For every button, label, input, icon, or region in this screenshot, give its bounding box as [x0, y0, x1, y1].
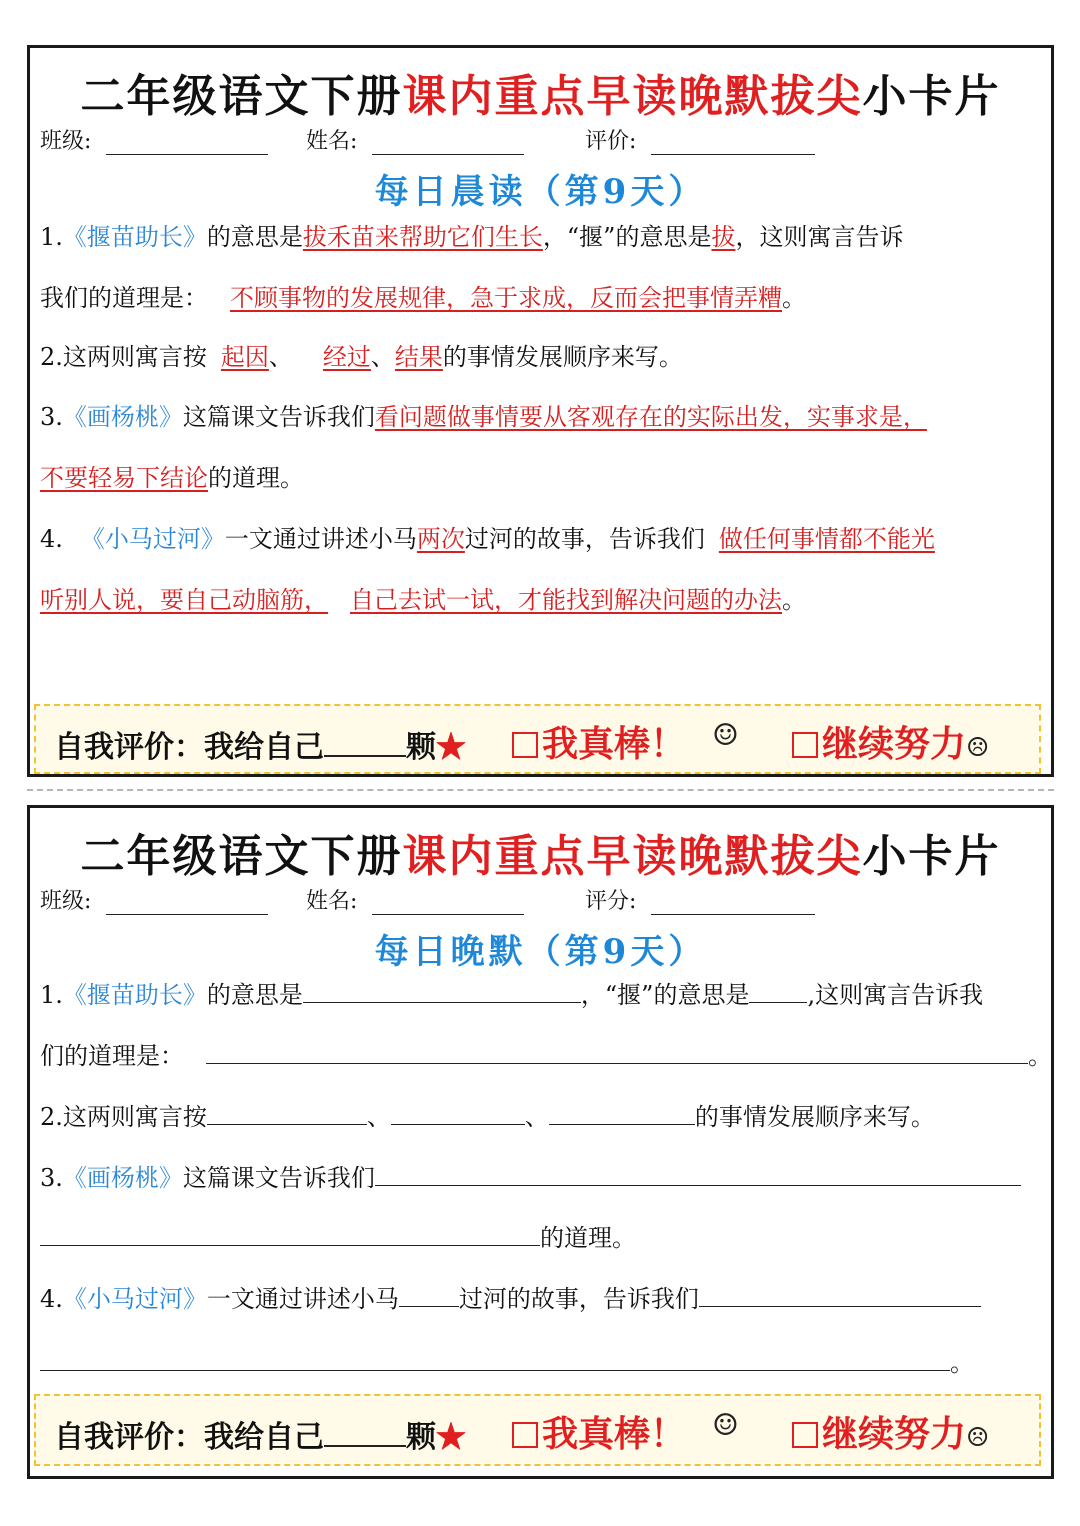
q2-text-2: 的事情发展顺序来写。 [442, 343, 683, 371]
checkbox-great[interactable] [512, 1422, 538, 1448]
score-label: 评分: [585, 889, 637, 914]
student-info-row [40, 120, 1041, 160]
q4-blank-2[interactable] [699, 1282, 981, 1307]
q1-title: 《揠苗助长》 [62, 981, 207, 1009]
question-1-line-2 [40, 281, 806, 315]
option-keep-trying-label: 继续努力 [822, 1413, 967, 1455]
q3-number: 3. [40, 403, 63, 431]
question-3-line-1 [40, 1161, 1021, 1195]
q4-end: 。 [782, 586, 806, 614]
q3-answer-2: 不要轻易下结论 [40, 464, 208, 492]
question-3-line-2 [40, 1221, 636, 1255]
q1-text-4: 们的道理是： [40, 1042, 184, 1070]
morning-reading-card [27, 45, 1054, 777]
q1-text-2: ，“揠”的意思是 [580, 981, 750, 1009]
q4-answer-1: 两次 [416, 525, 465, 553]
question-3-line-2 [40, 461, 304, 495]
smile-icon: ☺ [712, 718, 739, 753]
q2-answer-2: 经过 [322, 343, 371, 371]
q1-answer-2: 拔 [711, 223, 736, 251]
q2-blank-2[interactable] [391, 1100, 525, 1125]
score-field[interactable] [651, 128, 815, 155]
q1-text-3: ，这则寓言告诉 [735, 223, 904, 251]
q4-text-1: 一文通过讲述小马 [206, 1285, 399, 1313]
question-4-line-2 [40, 583, 806, 617]
name-field[interactable] [372, 128, 524, 155]
q1-blank-3[interactable] [206, 1039, 1028, 1064]
option-keep-trying[interactable] [792, 1406, 989, 1457]
q3-number: 3. [40, 1164, 63, 1192]
q3-text-2: 的道理。 [208, 464, 304, 492]
q3-text-1: 这篇课文告诉我们 [182, 403, 375, 431]
q4-text-1: 一文通过讲述小马 [224, 525, 417, 553]
title-part-red: 课内重点早读晚默拔尖 [402, 831, 863, 882]
checkbox-great[interactable] [512, 732, 538, 758]
q1-text-2: ，“揠”的意思是 [542, 223, 712, 251]
q1-blank-1[interactable] [303, 978, 581, 1003]
class-label: 班级: [40, 129, 92, 154]
q2-sep-2: 、 [370, 343, 395, 371]
q1-answer-1: 拔禾苗来帮助它们生长 [302, 223, 543, 251]
option-keep-trying[interactable] [792, 716, 989, 767]
q4-number: 4. [40, 1285, 63, 1313]
smile-icon: ☺ [712, 1408, 739, 1443]
name-label: 姓名: [306, 129, 358, 154]
q1-end: 。 [782, 284, 806, 312]
name-field[interactable] [372, 888, 524, 915]
class-field[interactable] [106, 128, 268, 155]
q1-text-1: 的意思是 [206, 981, 303, 1009]
q4-end: 。 [950, 1349, 974, 1377]
q3-text-1: 这篇课文告诉我们 [182, 1164, 375, 1192]
star-count-field[interactable] [324, 1417, 406, 1447]
title-part-red: 课内重点早读晚默拔尖 [402, 71, 863, 122]
q1-answer-3: 不顾事物的发展规律，急于求成，反而会把事情弄糟 [230, 284, 782, 312]
question-1-line-1 [40, 978, 983, 1012]
q2-text-1: 2.这两则寓言按 [40, 343, 207, 371]
title-part-1: 二年级语文下册 [80, 831, 403, 882]
q1-text-1: 的意思是 [206, 223, 303, 251]
eval-label: 自我评价：我给自己 [54, 730, 324, 765]
score-label: 评价: [585, 129, 637, 154]
q4-text-2: 过河的故事，告诉我们 [464, 525, 705, 553]
question-4-line-1 [40, 1282, 981, 1316]
q2-text-1: 2.这两则寓言按 [40, 1103, 207, 1131]
q4-answer-3: 听别人说，要自己动脑筋， [40, 586, 328, 614]
score-field[interactable] [651, 888, 815, 915]
card-title [30, 60, 1051, 124]
question-4-line-1 [40, 522, 935, 556]
star-icon: ★ [436, 1420, 466, 1455]
q2-blank-3[interactable] [549, 1100, 695, 1125]
q2-sep-1: 、 [366, 1103, 391, 1131]
card-subtitle: 每日晨读（第9天） [374, 172, 707, 212]
checkbox-keep-trying[interactable] [792, 732, 818, 758]
title-part-2: 小卡片 [862, 831, 1001, 882]
q4-title: 《小马过河》 [62, 1285, 207, 1313]
eval-unit: 颗 [406, 730, 436, 765]
question-2 [40, 340, 683, 374]
q1-end: 。 [1028, 1042, 1052, 1070]
title-part-2: 小卡片 [862, 71, 1001, 122]
eval-label: 自我评价：我给自己 [54, 1420, 324, 1455]
class-label: 班级: [40, 889, 92, 914]
frown-icon: ☹ [966, 1423, 990, 1453]
q1-number: 1. [40, 981, 63, 1009]
question-4-line-2 [40, 1346, 974, 1380]
q4-text-2: 过河的故事，告诉我们 [458, 1285, 699, 1313]
eval-unit: 颗 [406, 1420, 436, 1455]
self-evaluation-box [34, 1394, 1041, 1466]
q2-sep-2: 、 [524, 1103, 549, 1131]
q4-title: 《小马过河》 [80, 525, 225, 553]
star-icon: ★ [436, 730, 466, 765]
q1-number: 1. [40, 223, 63, 251]
option-great-label: 我真棒！ [542, 723, 687, 765]
star-count-field[interactable] [324, 727, 406, 757]
self-evaluation-box [34, 704, 1041, 774]
question-3-line-1 [40, 400, 927, 434]
q4-number: 4. [40, 525, 63, 553]
q3-answer-1: 看问题做事情要从客观存在的实际出发，实事求是， [374, 403, 927, 431]
q2-sep-1: 、 [268, 343, 293, 371]
option-great-label: 我真棒！ [542, 1413, 687, 1455]
q3-title: 《画杨桃》 [62, 1164, 183, 1192]
q3-text-2: 的道理。 [540, 1224, 636, 1252]
q1-title: 《揠苗助长》 [62, 223, 207, 251]
card-subtitle: 每日晚默（第9天） [374, 932, 707, 972]
q4-answer-4: 自己去试一试，才能找到解决问题的办法 [350, 586, 782, 614]
name-label: 姓名: [306, 889, 358, 914]
q4-blank-3[interactable] [40, 1346, 950, 1371]
frown-icon: ☹ [966, 733, 990, 763]
card-separator [27, 789, 1054, 791]
card-title [30, 820, 1051, 884]
evening-dictation-card [27, 805, 1054, 1479]
q1-text-3: ,这则寓言告诉我 [807, 981, 984, 1009]
q1-text-4: 我们的道理是： [40, 284, 208, 312]
student-info-row [40, 880, 1041, 920]
q4-answer-2: 做任何事情都不能光 [718, 525, 935, 553]
option-great[interactable] [512, 1406, 686, 1457]
q4-blank-1[interactable] [399, 1282, 459, 1307]
title-part-1: 二年级语文下册 [80, 71, 403, 122]
question-2 [40, 1100, 935, 1134]
q2-answer-1: 起因 [220, 343, 269, 371]
checkbox-keep-trying[interactable] [792, 1422, 818, 1448]
q2-text-2: 的事情发展顺序来写。 [694, 1103, 935, 1131]
q3-blank-2[interactable] [40, 1221, 540, 1246]
option-great[interactable] [512, 716, 686, 767]
option-keep-trying-label: 继续努力 [822, 723, 967, 765]
q2-blank-1[interactable] [207, 1100, 367, 1125]
question-1-line-2 [40, 1039, 1052, 1073]
class-field[interactable] [106, 888, 268, 915]
q3-title: 《画杨桃》 [62, 403, 183, 431]
q3-blank-1[interactable] [375, 1161, 1021, 1186]
q1-blank-2[interactable] [749, 978, 807, 1003]
q2-answer-3: 结果 [394, 343, 443, 371]
question-1-line-1 [40, 220, 903, 254]
